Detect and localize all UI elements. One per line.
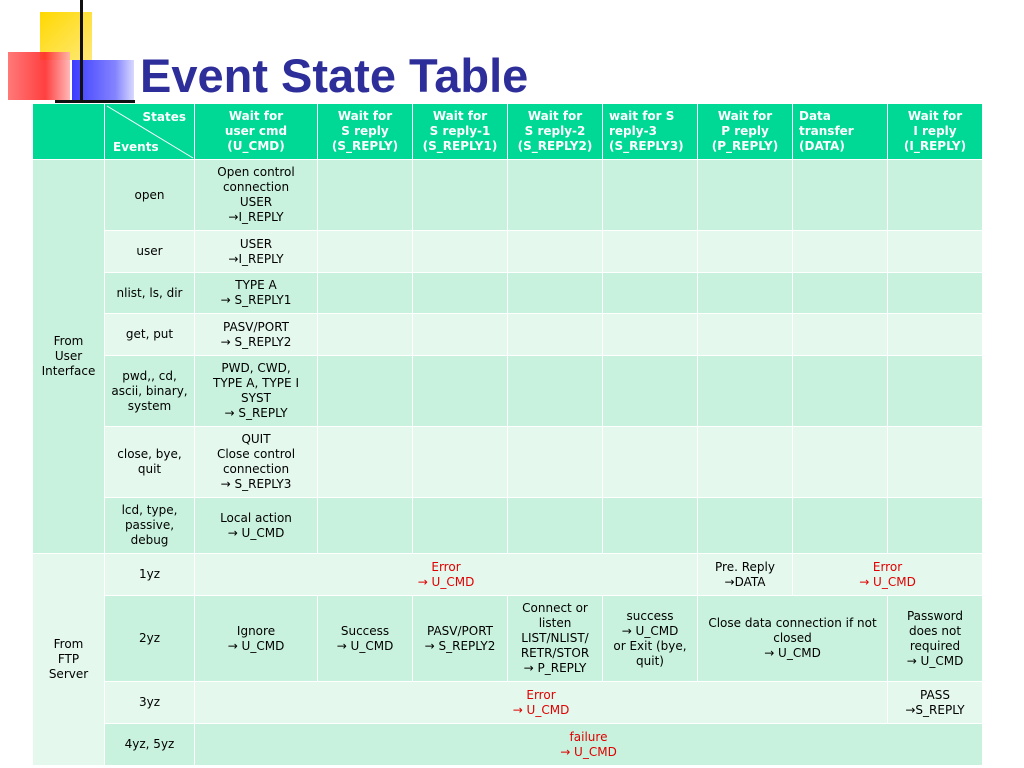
cell-text-line: SYST — [241, 391, 271, 405]
cell-text-line: TYPE A — [235, 278, 277, 292]
cell-text-line: Error — [431, 559, 461, 574]
cell-open-u-cmd — [195, 160, 318, 231]
cell-text-line: RETR/STOR — [520, 646, 590, 660]
cell-text-line: Error — [872, 559, 903, 574]
state-header-p-reply — [698, 104, 793, 160]
event-4yz-5yz — [105, 724, 195, 766]
cell-text-line: does not — [908, 623, 962, 638]
cell-text-line: (S_REPLY1) — [422, 139, 498, 153]
cell-text-line: reply-3 — [609, 124, 657, 138]
state-header-i-reply — [888, 104, 983, 160]
cell-text-line: PASS — [920, 687, 950, 702]
cell-text-line: →DATA — [724, 574, 766, 589]
cell-text-line: (S_REPLY3) — [609, 139, 684, 153]
cell-text-line: 4yz, 5yz — [124, 737, 175, 751]
state-header-u-cmd — [195, 104, 318, 160]
event-2yz — [105, 596, 195, 682]
cell-text-line: user cmd — [224, 124, 288, 138]
cell-text-line: connection — [222, 462, 290, 476]
cell-text-line: (S_REPLY) — [331, 139, 399, 153]
cell-text-line: wait for S — [609, 109, 675, 123]
cell-text-line: → P_REPLY — [523, 661, 587, 675]
cell-text-line: close, bye, — [117, 447, 182, 461]
cell-text-line: Wait for — [337, 109, 393, 123]
cell-text-line: S reply-1 — [429, 124, 491, 138]
cell-text-line: pwd,, cd, — [122, 368, 177, 383]
cell-text-line: ascii, binary, — [111, 383, 188, 398]
cell-text-line: → S_REPLY — [224, 406, 288, 420]
cell-text-line: →S_REPLY — [905, 702, 965, 717]
cell-2yz-password — [888, 596, 983, 682]
cell-2yz-ignore — [195, 596, 318, 682]
cell-text-line: Wait for — [717, 109, 773, 123]
cell-text-line: From — [53, 334, 84, 348]
cell-text-line: (I_REPLY) — [903, 139, 967, 153]
cell-pwd-u-cmd — [195, 356, 318, 427]
cell-text-line: quit) — [636, 653, 664, 668]
event-state-table — [32, 103, 983, 766]
cell-text-line: User — [54, 349, 83, 363]
cell-text-line: (P_REPLY) — [711, 139, 779, 153]
cell-text-line: FTP — [57, 652, 80, 666]
cell-text-line: → S_REPLY2 — [424, 638, 496, 653]
cell-text-line: From — [53, 637, 84, 651]
cell-text-line: Ignore — [236, 623, 276, 638]
event-1yz — [105, 554, 195, 596]
decor-red-square — [8, 52, 70, 100]
events-label: Events — [113, 140, 159, 154]
event-pwd — [105, 356, 195, 427]
group-ftp-server — [33, 554, 105, 766]
cell-text-line: Wait for — [527, 109, 583, 123]
cell-text-line: QUIT — [241, 432, 271, 446]
cell-text-line: success — [626, 608, 674, 623]
cell-text-line: failure — [569, 729, 608, 744]
cell-text-line: PWD, CWD, — [221, 361, 291, 375]
states-label: States — [142, 110, 186, 124]
cell-text-line: P reply — [721, 124, 769, 138]
cell-text-line: Password — [906, 608, 964, 623]
cell-text-line: → S_REPLY1 — [220, 293, 292, 307]
cell-text-line: connection — [222, 180, 290, 194]
group-user-interface — [33, 160, 105, 554]
cell-text-line: Wait for — [432, 109, 488, 123]
cell-text-line: get, put — [125, 327, 174, 341]
cell-4yz-failure — [195, 724, 983, 766]
cell-text-line: closed — [773, 631, 812, 645]
cell-text-line: Data — [799, 109, 831, 123]
cell-2yz-success-exit — [603, 596, 698, 682]
cell-1yz-error-right — [793, 554, 983, 596]
cell-text-line: (DATA) — [799, 139, 845, 153]
event-nlist — [105, 273, 195, 314]
cell-text-line: Error — [526, 687, 556, 702]
cell-text-line: → S_REPLY2 — [220, 334, 292, 349]
cell-text-line: Local action — [220, 510, 292, 525]
cell-text-line: PASV/PORT — [426, 623, 494, 638]
cell-text-line: I reply — [913, 124, 957, 138]
cell-text-line: →I_REPLY — [228, 251, 284, 266]
cell-text-line: 3yz — [138, 695, 161, 709]
event-lcd — [105, 498, 195, 554]
header-states-events — [105, 104, 195, 160]
cell-2yz-pasv-port — [413, 596, 508, 682]
cell-text-line: USER — [239, 195, 273, 209]
cell-text-line: (U_CMD) — [227, 139, 285, 153]
cell-1yz-error — [195, 554, 698, 596]
cell-lcd-u-cmd — [195, 498, 318, 554]
cell-text-line: debug — [130, 533, 169, 547]
cell-nlist-u-cmd — [195, 273, 318, 314]
cell-text-line: user — [136, 244, 163, 258]
cell-2yz-close-data — [698, 596, 888, 682]
cell-text-line: → U_CMD — [906, 653, 964, 668]
cell-text-line: Connect or — [522, 601, 588, 615]
cell-text-line: S reply — [341, 124, 389, 138]
cell-user-u-cmd — [195, 231, 318, 273]
cell-text-line: Wait for — [228, 109, 284, 123]
cell-text-line: TYPE A, TYPE I — [213, 376, 299, 390]
cell-text-line: → U_CMD — [227, 525, 285, 540]
cell-text-line: Pre. Reply — [715, 559, 775, 574]
cell-text-line: → U_CMD — [621, 623, 679, 638]
cell-text-line: required — [909, 638, 961, 653]
cell-text-line: → U_CMD — [560, 744, 617, 759]
cell-text-line: LIST/NLIST/ — [521, 631, 589, 645]
cell-text-line: → U_CMD — [764, 646, 821, 660]
cell-text-line: USER — [239, 236, 273, 251]
cell-text-line: → S_REPLY3 — [220, 477, 292, 491]
cell-text-line: passive, — [124, 518, 175, 532]
cell-text-line: Server — [48, 667, 89, 681]
cell-close-u-cmd — [195, 427, 318, 498]
cell-text-line: quit — [137, 462, 162, 476]
cell-text-line: → U_CMD — [859, 574, 916, 589]
cell-text-line: system — [127, 398, 172, 413]
cell-1yz-pre-reply — [698, 554, 793, 596]
cell-text-line: → U_CMD — [417, 574, 475, 589]
cell-text-line: or Exit (bye, — [613, 638, 687, 653]
cell-text-line: Success — [340, 623, 390, 638]
state-header-s-reply1 — [413, 104, 508, 160]
cell-text-line: →I_REPLY — [228, 210, 284, 224]
cell-text-line: → U_CMD — [512, 702, 570, 717]
event-user — [105, 231, 195, 273]
cell-text-line: 2yz — [138, 631, 161, 645]
cell-text-line: (S_REPLY2) — [517, 139, 593, 153]
event-close — [105, 427, 195, 498]
cell-text-line: lcd, type, — [121, 503, 178, 517]
event-3yz — [105, 682, 195, 724]
cell-text-line: → U_CMD — [336, 638, 394, 653]
cell-text-line: transfer — [799, 124, 854, 138]
state-header-s-reply3 — [603, 104, 698, 160]
cell-getput-u-cmd — [195, 314, 318, 356]
state-header-s-reply2 — [508, 104, 603, 160]
header-corner-blank — [33, 104, 105, 160]
decor-vertical-line — [80, 0, 83, 104]
cell-text-line: PASV/PORT — [222, 319, 290, 334]
event-get-put — [105, 314, 195, 356]
cell-3yz-pass — [888, 682, 983, 724]
state-header-s-reply — [318, 104, 413, 160]
event-open — [105, 160, 195, 231]
cell-text-line: Interface — [41, 364, 96, 378]
cell-2yz-connect — [508, 596, 603, 682]
cell-2yz-success — [318, 596, 413, 682]
cell-text-line: Open control — [217, 165, 295, 179]
cell-3yz-error — [195, 682, 888, 724]
cell-text-line: Close control — [216, 447, 296, 461]
cell-text-line: → U_CMD — [227, 638, 285, 653]
cell-text-line: listen — [538, 616, 572, 630]
page-title: Event State Table — [140, 49, 529, 102]
cell-text-line: nlist, ls, dir — [116, 285, 183, 300]
state-header-data — [793, 104, 888, 160]
cell-text-line: 1yz — [138, 567, 161, 581]
cell-text-line: Wait for — [907, 109, 963, 123]
cell-text-line: S reply-2 — [524, 124, 586, 138]
cell-text-line: Close data connection if not — [708, 616, 877, 630]
cell-text-line: open — [134, 187, 165, 202]
